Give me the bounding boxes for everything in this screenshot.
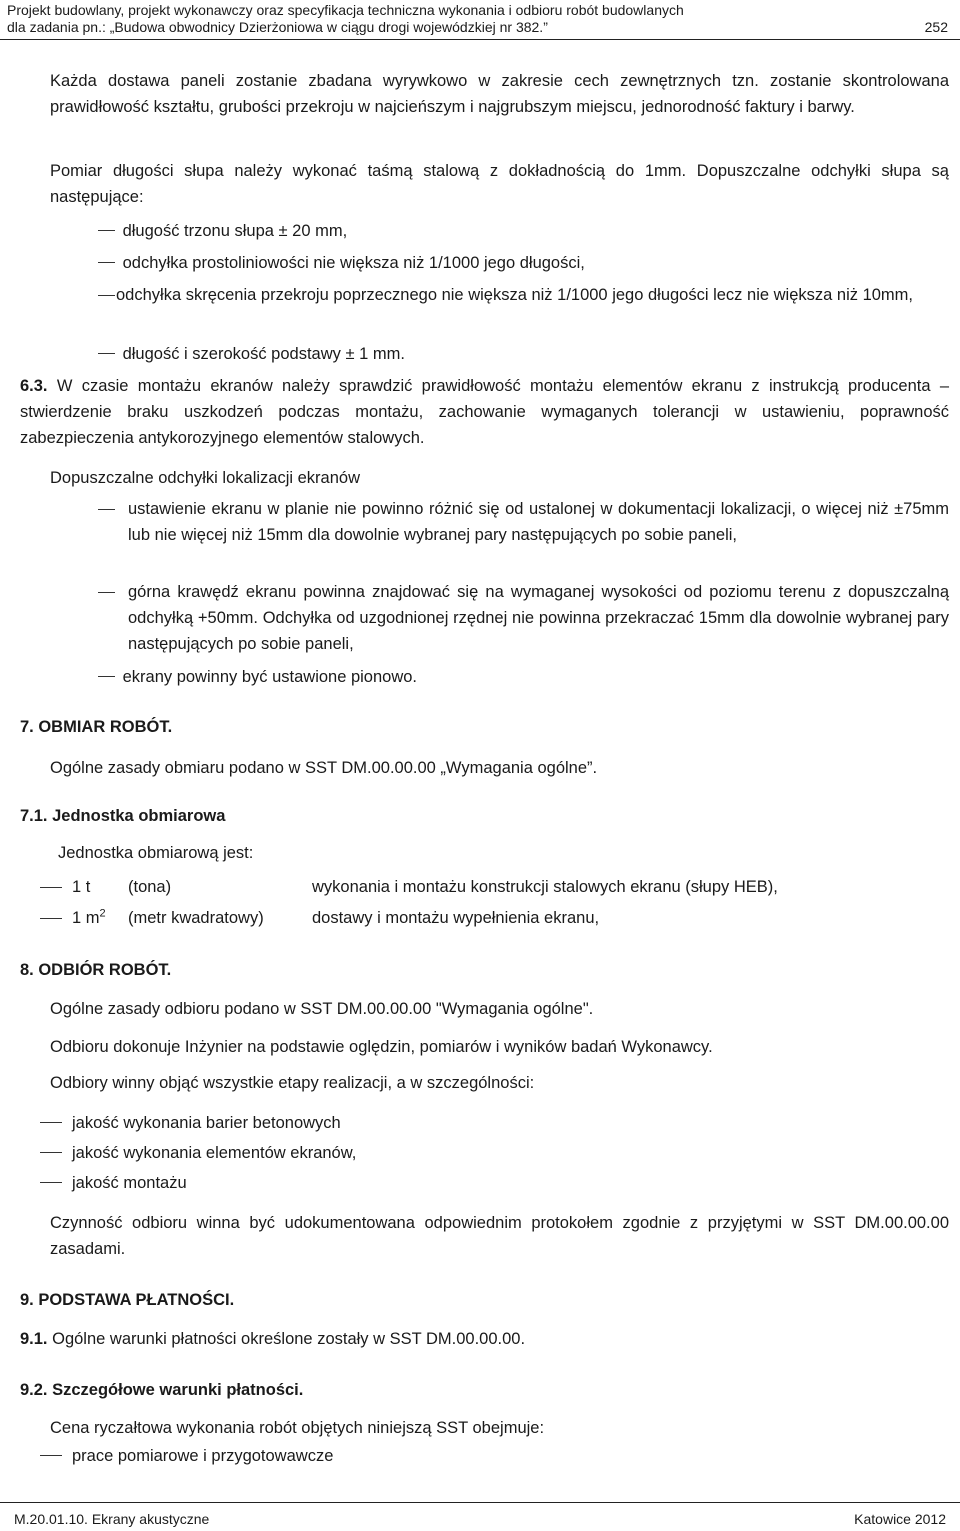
section-8-heading: 8. ODBIÓR ROBÓT. (20, 961, 172, 979)
list-item-text: jakość wykonania elementów ekranów, (72, 1144, 357, 1162)
paragraph-panel-inspection: Każda dostawa paneli zostanie zbadana wyrywkowo w zakresie cech zewnętrznych tzn. zostanie skontrolowana prawidłowość kształtu, grubości przekroju w najcieńszym i najgrubszym miejscu, jednorodność faktury i barwy. (50, 72, 949, 116)
section-8-p4: Czynność odbioru winna być udokumentowana odpowiednim protokołem zgodnie z przyjętymi w SST DM.00.00.00 zasadami. (50, 1214, 949, 1258)
unit-desc: dostawy i montażu wypełnienia ekranu, (312, 909, 600, 927)
section-8-p1: Ogólne zasady odbioru podano w SST DM.00.00.00 "Wymagania ogólne". (50, 1000, 594, 1018)
list-item (40, 1110, 341, 1136)
unit-name: (metr kwadratowy) (128, 909, 264, 927)
list-item (98, 579, 949, 657)
section-9-2-text: Cena ryczałtowa wykonania robót objętych niniejszą SST obejmuje: (50, 1419, 545, 1437)
list-item (98, 250, 585, 276)
section-7-heading: 7. OBMIAR ROBÓT. (20, 718, 173, 736)
subheading-tolerances: Dopuszczalne odchyłki lokalizacji ekranów (50, 469, 360, 487)
section-8-p3: Odbiory winny objąć wszystkie etapy realizacji, a w szczególności: (50, 1074, 535, 1092)
section-text: W czasie montażu ekranów należy sprawdzić prawidłowość montażu elementów ekranu z instrukcją producenta – stwierdzenie braku uszkodzeń podczas montażu, zachowanie wymaganych tolerancji w ustawieniu, poprawność zabezpieczenia antykorozyjnego elementów stalowych. (20, 377, 950, 447)
list-item (98, 496, 949, 548)
list-item-text: jakość wykonania barier betonowych (72, 1114, 341, 1132)
section-7-1-heading (20, 803, 225, 829)
list-item (98, 341, 405, 367)
header-title-line1: Projekt budowlany, projekt wykonawczy oraz specyfikacja techniczna wykonania i odbioru robót budowlanych (7, 2, 684, 18)
unit-intro: Jednostka obmiarową jest: (58, 844, 254, 862)
list-item (40, 1170, 187, 1196)
section-9-1 (20, 1326, 525, 1352)
list-item (40, 1140, 356, 1166)
section-9-2-heading (20, 1377, 303, 1403)
section-7-text: Ogólne zasady obmiaru podano w SST DM.00.00.00 „Wymagania ogólne”. (50, 759, 598, 777)
unit-name: (tona) (128, 878, 172, 896)
section-6-3-paragraph (20, 373, 949, 451)
page-header (0, 0, 960, 40)
unit-qty: 1 t (72, 878, 91, 896)
section-number: 9.1. (20, 1330, 48, 1348)
section-number: 7.1. (20, 807, 48, 825)
section-title: Jednostka obmiarowa (52, 807, 226, 825)
list-item-text: odchyłka prostoliniowości nie większa niż 1/1000 jego długości, (122, 254, 585, 272)
list-item-text: długość i szerokość podstawy ± 1 mm. (122, 345, 405, 363)
list-item (98, 218, 347, 244)
list-item (98, 664, 417, 690)
list-item (40, 1443, 333, 1469)
list-item-text: górna krawędź ekranu powinna znajdować się na wymaganej wysokości od poziomu terenu z dopuszczalną odchyłką +50mm. Odchyłka od uzgodnionej rzędnej nie powinna przekraczać 15mm dla dowolnie wybranej pary następujących po sobie paneli, (128, 583, 949, 653)
list-item-text: odchyłka skręcenia przekroju poprzecznego nie większa niż 1/1000 jego długości lecz nie większa niż 10mm, (116, 286, 913, 304)
page-footer (0, 1502, 960, 1531)
list-item-text: długość trzonu słupa ± 20 mm, (122, 222, 348, 240)
unit-qty: 1 $m^2$ (72, 907, 106, 927)
section-text: Ogólne warunki płatności określone zostały w SST DM.00.00.00. (52, 1330, 526, 1348)
footer-place-date: Katowice 2012 (854, 1511, 946, 1527)
page-number: 252 (924, 19, 948, 35)
footer-document-code: M.20.01.10. Ekrany akustyczne (14, 1511, 210, 1527)
header-title-line2: dla zadania pn.: „Budowa obwodnicy Dzierżoniowa w ciągu drogi wojewódzkiej nr 382.” (7, 19, 548, 35)
section-number: 6.3. (20, 377, 48, 395)
section-9-heading: 9. PODSTAWA PŁATNOŚCI. (20, 1291, 235, 1309)
section-title: Szczegółowe warunki płatności. (52, 1381, 304, 1399)
section-number: 9.2. (20, 1381, 48, 1399)
list-item-text: jakość montażu (72, 1174, 187, 1192)
paragraph-column-measurement: Pomiar długości słupa należy wykonać taśmą stalową z dokładnością do 1mm. Dopuszczalne odchyłki słupa są następujące: (50, 162, 949, 206)
section-8-p2: Odbioru dokonuje Inżynier na podstawie oględzin, pomiarów i wyników badań Wykonawcy. (50, 1038, 713, 1056)
unit-desc: wykonania i montażu konstrukcji stalowych ekranu (słupy HEB), (312, 878, 778, 896)
list-item-text: ekrany powinny być ustawione pionowo. (122, 668, 418, 686)
list-item (98, 282, 949, 308)
list-item-text: prace pomiarowe i przygotowawcze (72, 1447, 334, 1465)
list-item-text: ustawienie ekranu w planie nie powinno różnić się od ustalonej w dokumentacji lokalizacji, o więcej niż ±75mm lub nie więcej niż 15mm dla dowolnie wybranej pary następujących po sobie paneli, (128, 500, 949, 544)
